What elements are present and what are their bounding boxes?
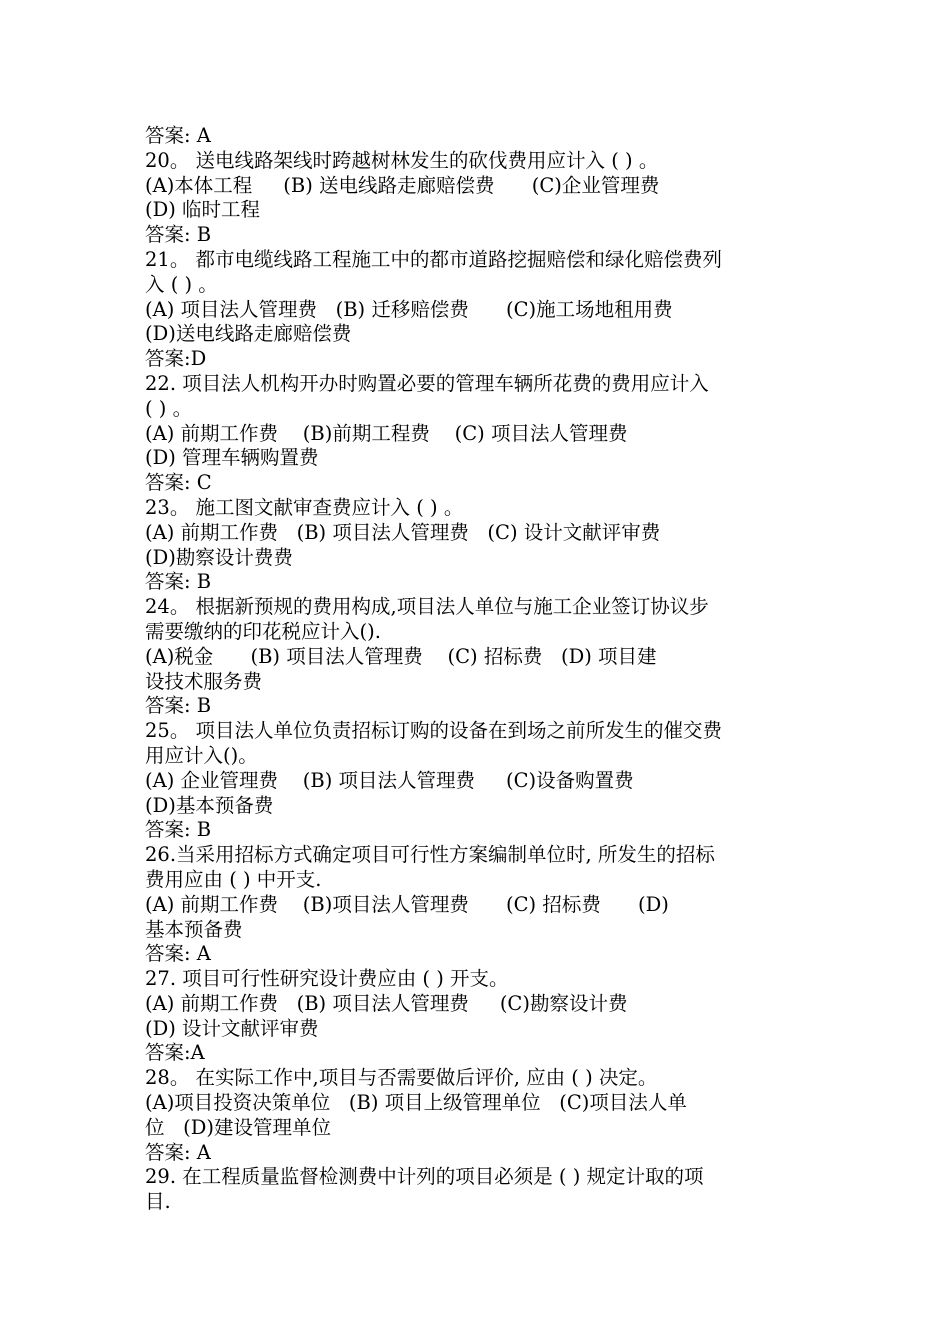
options-20-cont: (D) 临时工程 xyxy=(145,198,261,222)
options-22: (A) 前期工作费 (B)前期工程费 (C) 项目法人管理费 xyxy=(145,421,628,445)
options-25-cont: (D)基本预备费 xyxy=(145,793,274,817)
options-26: (A) 前期工作费 (B)项目法人管理费 (C) 招标费 (D) xyxy=(145,892,669,916)
options-24-cont: 设技术服务费 xyxy=(145,669,263,693)
options-28-cont: 位 (D)建设管理单位 xyxy=(145,1115,331,1139)
options-21-cont: (D)送电线路走廊赔偿费 xyxy=(145,322,352,346)
answer-19: 答案: A xyxy=(145,124,211,147)
answer-28: 答案: A xyxy=(145,1140,211,1164)
options-24: (A)税金 (B) 项目法人管理费 (C) 招标费 (D) 项目建 xyxy=(145,644,657,668)
question-25: 25。 项目法人单位负责招标订购的设备在到场之前所发生的催交费 xyxy=(145,719,723,743)
question-21: 21。 都市电缆线路工程施工中的都市道路挖掘赔偿和绿化赔偿费列 xyxy=(145,247,723,271)
options-25: (A) 企业管理费 (B) 项目法人管理费 (C)设备购置费 xyxy=(145,768,634,792)
question-20: 20。 送电线路架线时跨越树林发生的砍伐费用应计入 ( ) 。 xyxy=(145,148,659,172)
question-24: 24。 根据新预规的费用构成,项目法人单位与施工企业签订协议步 xyxy=(145,595,709,619)
answer-27: 答案:A xyxy=(145,1041,205,1065)
options-22-cont: (D) 管理车辆购置费 xyxy=(145,446,319,470)
question-29-cont: 目. xyxy=(145,1190,171,1214)
options-26-cont: 基本预备费 xyxy=(145,917,243,941)
answer-25: 答案: B xyxy=(145,818,212,842)
question-22: 22. 项目法人机构开办时购置必要的管理车辆所花费的费用应计入 xyxy=(145,371,709,395)
question-26-cont: 费用应由 ( ) 中开支. xyxy=(145,867,322,891)
question-26: 26.当采用招标方式确定项目可行性方案编制单位时, 所发生的招标 xyxy=(145,843,715,867)
options-28: (A)项目投资决策单位 (B) 项目上级管理单位 (C)项目法人单 xyxy=(145,1091,687,1115)
question-27: 27. 项目可行性研究设计费应由 ( ) 开支。 xyxy=(145,967,509,991)
answer-24: 答案: B xyxy=(145,694,212,718)
question-25-cont: 用应计入()。 xyxy=(145,743,258,767)
document-page xyxy=(145,124,825,1215)
question-22-cont: ( ) 。 xyxy=(145,396,193,420)
question-21-cont: 入 ( ) 。 xyxy=(145,272,218,296)
answer-22: 答案: C xyxy=(145,471,212,495)
options-23-cont: (D)勘察设计费费 xyxy=(145,545,293,569)
answer-26: 答案: A xyxy=(145,942,211,966)
question-29: 29. 在工程质量监督检测费中计列的项目必须是 ( ) 规定计取的项 xyxy=(145,1165,704,1189)
answer-23: 答案: B xyxy=(145,570,212,594)
options-21: (A) 项目法人管理费 (B) 迁移赔偿费 (C)施工场地租用费 xyxy=(145,297,673,321)
question-24-cont: 需要缴纳的印花税应计入(). xyxy=(145,619,381,643)
options-23: (A) 前期工作费 (B) 项目法人管理费 (C) 设计文献评审费 xyxy=(145,520,661,544)
question-23: 23。 施工图文献审查费应计入 ( ) 。 xyxy=(145,495,464,519)
answer-21: 答案:D xyxy=(145,347,207,371)
options-27: (A) 前期工作费 (B) 项目法人管理费 (C)勘察设计费 xyxy=(145,991,628,1015)
question-28: 28。 在实际工作中,项目与否需要做后评价, 应由 ( ) 决定。 xyxy=(145,1066,658,1090)
options-20: (A)本体工程 (B) 送电线路走廊赔偿费 (C)企业管理费 xyxy=(145,173,660,197)
options-27-cont: (D) 设计文献评审费 xyxy=(145,1016,319,1040)
answer-20: 答案: B xyxy=(145,223,212,247)
